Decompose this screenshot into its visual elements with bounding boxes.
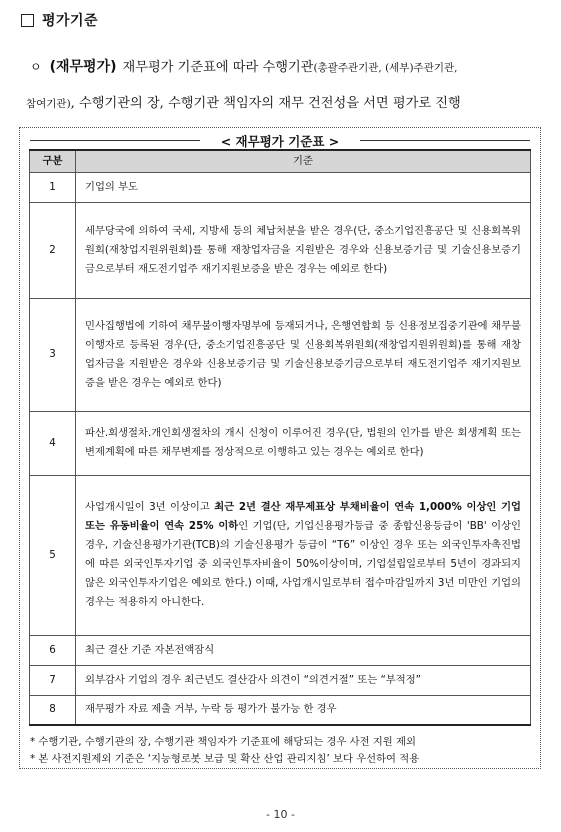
criterion-text: 기업의 부도 [85, 180, 139, 193]
criterion-text: 외부감사 기업의 경우 최근년도 결산감사 의견이 “의견거절” 또는 “부적정” [85, 673, 421, 686]
notes [30, 734, 540, 768]
row-number: 3 [30, 298, 76, 411]
bullet-icon: ㅇ [30, 60, 42, 74]
table-row [30, 411, 531, 475]
table-row [30, 298, 531, 411]
note-item: * 수행기관, 수행기관의 장, 수행기관 책임자가 기준표에 해당되는 경우 사전 지원 제외 [30, 736, 416, 748]
row-criterion [76, 202, 531, 298]
table-row [30, 202, 531, 298]
row-number: 7 [30, 665, 76, 695]
row-criterion [76, 665, 531, 695]
table-row [30, 665, 531, 695]
table-row [30, 475, 531, 635]
row-criterion [76, 172, 531, 202]
intro-paragraph [26, 50, 550, 122]
criterion-text: 사업개시일이 3년 이상이고 [85, 501, 215, 513]
row-number: 1 [30, 172, 76, 202]
section-title [21, 10, 98, 30]
criterion-text: 민사집행법에 기하여 채무불이행자명부에 등재되거나, 은행연합회 등 신용정보집중기관에 채무불이행자로 등록된 경우(단, 중소기업진흥공단 및 신용회복위원회(재창업지원위원회)를 통해 재창업자금을 지원받은 경우와 신용보증기금 및 기술신용보증기금으로부터 재도전기업주 재기지원보증을 받은 경우는 예외로 한다) [85, 319, 521, 389]
table-title: < 재무평가 기준표 > [220, 134, 340, 149]
criterion-text: 인 기업(단, 기업신용평가등급 중 종합신용등급이 'BB' 이상인 경우, 기술신용평가기관(TCB)의 기술신용평가 등급이 “T6” 이상인 경우 또는 외국인투자촉진법에 따른 외국인투자기업 중 외국인투자비율이 50%이상이며, 기업설립일로부터 5년이 경과되지 않은 외국인투자기업은 예외로 한다.) 이때, 사업개시일로부터 접수마감일까지 3년 미만인 기업의 경우는 적용하지 아니한다. [85, 520, 521, 608]
table-header-row [30, 150, 531, 172]
criteria-table [29, 149, 531, 726]
header-criteria: 기준 [76, 150, 531, 172]
row-criterion [76, 635, 531, 665]
table-row [30, 172, 531, 202]
page-number: - 10 - [266, 808, 295, 821]
table-row [30, 695, 531, 725]
table-row [30, 635, 531, 665]
criterion-text: 세무당국에 의하여 국세, 지방세 등의 체납처분을 받은 경우(단, 중소기업진흥공단 및 신용회복위원회(재창업지원위원회)를 통해 재창업자금을 지원받은 경우와 신용보증기금 및 기술신용보증기금으로부터 재도전기업주 재기지원보증을 받은 경우는 예외로 한다) [85, 224, 521, 275]
row-criterion [76, 411, 531, 475]
intro-text-b: , 수행기관의 장, 수행기관 책임자의 재무 건전성을 서면 평가로 진행 [70, 96, 461, 111]
title-rule-right [360, 140, 530, 141]
row-number: 5 [30, 475, 76, 635]
row-number: 8 [30, 695, 76, 725]
section-title-text: 평가기준 [42, 13, 99, 29]
row-number: 2 [30, 202, 76, 298]
criterion-text: 파산.회생절차.개인회생절차의 개시 신청이 이루어진 경우(단, 법원의 인가를 받은 회생계획 또는 변제계획에 따른 채무변제를 정상적으로 이행하고 있는 경우는 예외로 한다) [85, 427, 521, 458]
intro-label: (재무평가) [49, 59, 117, 75]
intro-paren-b: 참여기관) [26, 98, 71, 110]
criterion-text: 재무평가 자료 제출 거부, 누락 등 평가가 불가능 한 경우 [85, 703, 337, 716]
intro-text-a: 재무평가 기준표에 따라 수행기관 [122, 60, 314, 75]
intro-paren-a: (총괄주관기관, (세부)주관기관, [313, 62, 458, 74]
row-number: 6 [30, 635, 76, 665]
row-criterion [76, 475, 531, 635]
criterion-text: 최근 결산 기준 자본전액잠식 [85, 643, 215, 656]
criteria-frame [19, 127, 541, 769]
row-number: 4 [30, 411, 76, 475]
row-criterion [76, 695, 531, 725]
row-criterion [76, 298, 531, 411]
checkbox-icon [21, 14, 34, 27]
note-item: * 본 사전지원제외 기준은 ‘지능형로봇 보급 및 확산 산업 관리지침’ 보다 우선하여 적용 [30, 753, 420, 765]
header-category: 구분 [30, 150, 76, 172]
criterion-text-bold: 최근 2년 결산 재무제표상 부채비율이 연속 1,000% 이상인 기업 또는 유동비율이 연속 25% 이하 [85, 501, 521, 532]
